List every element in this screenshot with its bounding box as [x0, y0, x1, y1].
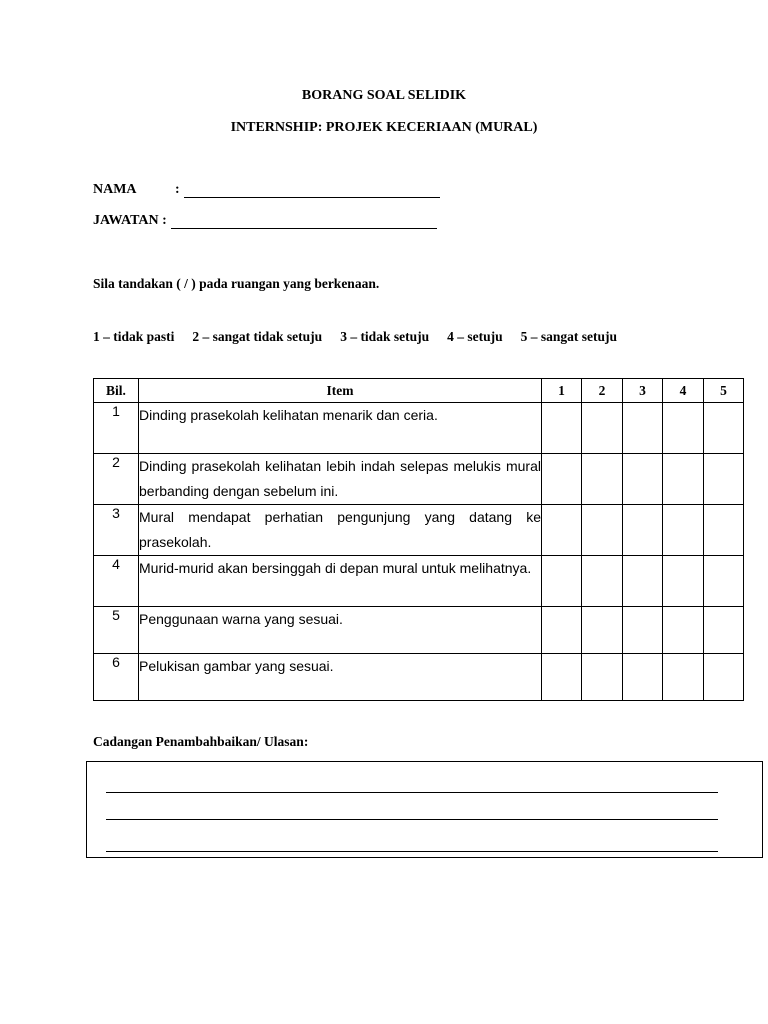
remarks-label: Cadangan Penambahbaikan/ Ulasan: [93, 734, 309, 749]
remarks-box[interactable] [86, 761, 763, 858]
rating-cell-3[interactable] [623, 454, 663, 505]
row-item-text: Mural mendapat perhatian pengunjung yang datang ke prasekolah. [139, 505, 542, 556]
header-item: Item [139, 379, 542, 403]
scale-3: 3 – tidak setuju [340, 329, 430, 344]
rating-cell-4[interactable] [663, 403, 704, 454]
header-bil: Bil. [94, 379, 139, 403]
scale-1: 1 – tidak pasti [93, 329, 175, 344]
rating-cell-5[interactable] [704, 403, 744, 454]
row-item-text: Dinding prasekolah kelihatan lebih indah selepas melukis mural berbanding dengan sebelum ini. [139, 454, 542, 505]
remarks-line[interactable] [106, 819, 718, 820]
row-number: 6 [94, 654, 139, 701]
scale-2: 2 – sangat tidak setuju [192, 329, 323, 344]
rating-cell-3[interactable] [623, 654, 663, 701]
rating-cell-4[interactable] [663, 505, 704, 556]
rating-cell-2[interactable] [582, 403, 623, 454]
scale-4: 4 – setuju [447, 329, 503, 344]
table-row [94, 403, 744, 454]
rating-cell-3[interactable] [623, 505, 663, 556]
rating-cell-5[interactable] [704, 454, 744, 505]
jawatan-input-line[interactable] [171, 214, 437, 229]
survey-table [93, 378, 744, 701]
table-header-row [94, 379, 744, 403]
rating-cell-5[interactable] [704, 556, 744, 607]
header-score-1: 1 [542, 379, 582, 403]
rating-cell-1[interactable] [542, 505, 582, 556]
nama-colon: : [175, 182, 180, 197]
row-item-text: Murid-murid akan bersinggah di depan mural untuk melihatnya. [139, 556, 542, 607]
form-title: BORANG SOAL SELIDIK [301, 88, 467, 103]
row-number: 2 [94, 454, 139, 505]
rating-cell-1[interactable] [542, 403, 582, 454]
rating-cell-3[interactable] [623, 607, 663, 654]
row-number: 5 [94, 607, 139, 654]
nama-input-line[interactable] [184, 183, 440, 198]
header-score-2: 2 [582, 379, 623, 403]
instruction-text: Sila tandakan ( / ) pada ruangan yang berkenaan. [93, 276, 380, 291]
rating-cell-4[interactable] [663, 556, 704, 607]
remarks-line[interactable] [106, 792, 718, 793]
form-subtitle: INTERNSHIP: PROJEK KECERIAAN (MURAL) [230, 120, 538, 135]
rating-cell-1[interactable] [542, 607, 582, 654]
row-item-text: Pelukisan gambar yang sesuai. [139, 654, 542, 701]
table-row [94, 505, 744, 556]
jawatan-field-row [93, 213, 437, 229]
rating-cell-2[interactable] [582, 654, 623, 701]
header-score-5: 5 [704, 379, 744, 403]
table-row [94, 556, 744, 607]
row-number: 4 [94, 556, 139, 607]
rating-cell-5[interactable] [704, 654, 744, 701]
rating-cell-4[interactable] [663, 654, 704, 701]
rating-cell-3[interactable] [623, 403, 663, 454]
rating-cell-1[interactable] [542, 654, 582, 701]
rating-cell-1[interactable] [542, 556, 582, 607]
table-row [94, 654, 744, 701]
table-row [94, 454, 744, 505]
row-number: 1 [94, 403, 139, 454]
jawatan-label: JAWATAN : [93, 213, 167, 228]
rating-cell-4[interactable] [663, 454, 704, 505]
rating-scale-legend [93, 326, 693, 347]
rating-cell-1[interactable] [542, 454, 582, 505]
rating-cell-2[interactable] [582, 505, 623, 556]
rating-cell-2[interactable] [582, 556, 623, 607]
row-item-text: Penggunaan warna yang sesuai. [139, 607, 542, 654]
nama-field-row [93, 182, 440, 198]
scale-5: 5 – sangat setuju [520, 329, 617, 344]
rating-cell-5[interactable] [704, 607, 744, 654]
rating-cell-2[interactable] [582, 454, 623, 505]
nama-label: NAMA [93, 182, 137, 197]
rating-cell-3[interactable] [623, 556, 663, 607]
remarks-line[interactable] [106, 851, 718, 852]
table-row [94, 607, 744, 654]
rating-cell-4[interactable] [663, 607, 704, 654]
row-number: 3 [94, 505, 139, 556]
row-item-text: Dinding prasekolah kelihatan menarik dan ceria. [139, 403, 542, 454]
rating-cell-5[interactable] [704, 505, 744, 556]
header-score-4: 4 [663, 379, 704, 403]
header-score-3: 3 [623, 379, 663, 403]
rating-cell-2[interactable] [582, 607, 623, 654]
